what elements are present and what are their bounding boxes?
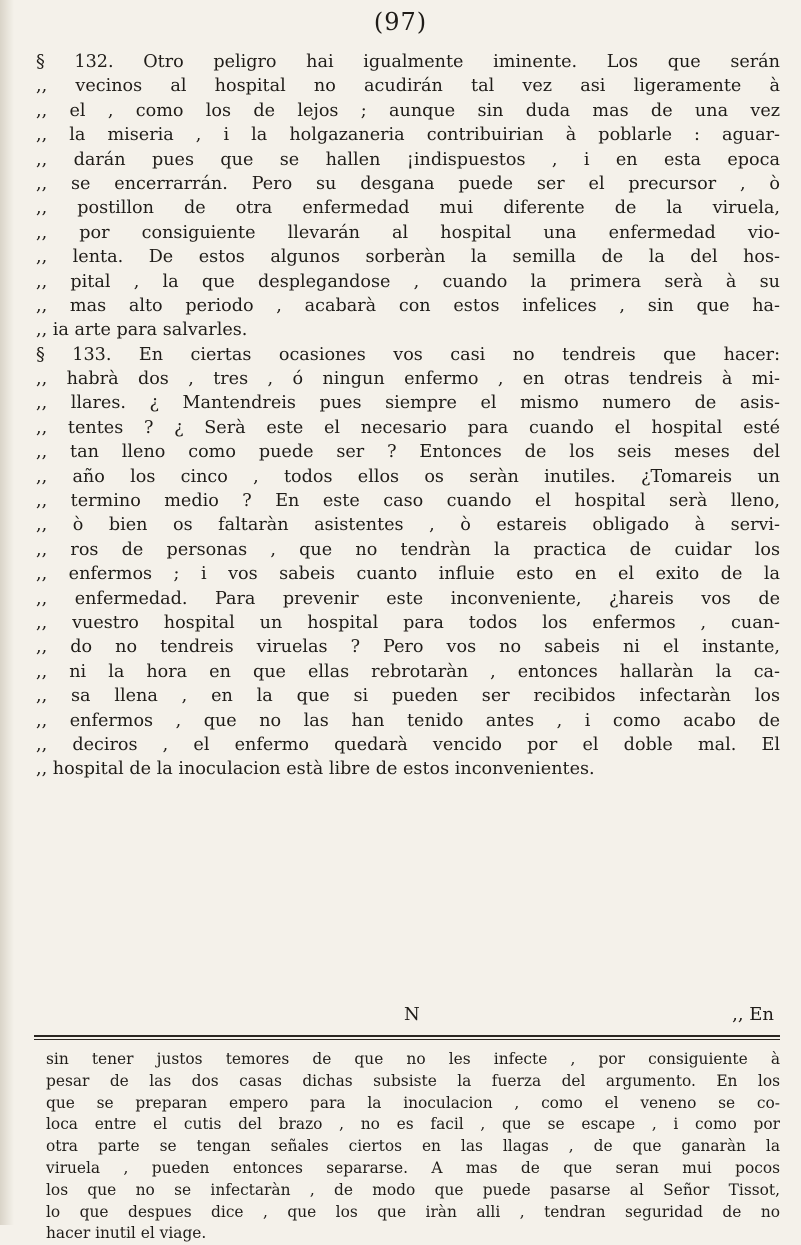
text-line: ,, ni la hora en que ellas rebrotaràn , entonces hallaràn la ca-: [36, 661, 780, 682]
text-line: ,, año los cinco , todos ellos os seràn inutiles. ¿Tomareis un: [36, 466, 780, 487]
text-line: ,, lenta. De estos algunos sorberàn la semilla de la del hos-: [36, 247, 780, 268]
text-line: ,, el , como los de lejos ; aunque sin duda mas de una vez: [36, 100, 780, 121]
catchword: ,, En: [732, 1004, 774, 1025]
text-line: § 133. En ciertas ocasiones vos casi no tendreis que hacer:: [36, 344, 780, 365]
text-line: ,, se encerrarrán. Pero su desgana puede ser el precursor , ò: [36, 173, 780, 194]
text-line: ,, enfermos , que no las han tenido antes , i como acabo de: [36, 710, 780, 731]
text-line: ,, vuestro hospital un hospital para todos los enfermos , cuan-: [36, 612, 780, 633]
footnote-line: que se preparan empero para la inoculacion , como el veneno se co-: [46, 1093, 780, 1112]
footnote-line: los que no se infectaràn , de modo que puede pasarse al Señor Tissot,: [46, 1180, 780, 1199]
footnote-line: sin tener justos temores de que no les infecte , por consiguiente à: [46, 1050, 780, 1068]
text-line: ,, deciros , el enfermo quedarà vencido por el doble mal. El: [36, 734, 780, 755]
text-line: ,, pital , la que desplegandose , cuando la primera serà à su: [36, 271, 780, 292]
text-line: ,, habrà dos , tres , ó ningun enfermo , en otras tendreis à mi-: [36, 369, 780, 390]
text-line: § 132. Otro peligro hai igualmente iminente. Los que serán: [36, 52, 780, 72]
text-line: ,, ia arte para salvarles.: [36, 320, 248, 341]
footnote: [46, 1049, 780, 1245]
footnote-line: viruela , pueden entonces separarse. A mas de que seran mui pocos: [46, 1158, 780, 1177]
text-line: ,, postillon de otra enfermedad mui diferente de la viruela,: [36, 198, 780, 219]
text-line: ,, ros de personas , que no tendràn la practica de cuidar los: [36, 539, 780, 560]
text-line: ,, llares. ¿ Mantendreis pues siempre el mismo numero de asis-: [36, 393, 780, 414]
text-line: ,, termino medio ? En este caso cuando el hospital serà lleno,: [36, 491, 780, 512]
text-line: ,, vecinos al hospital no acudirán tal vez asi ligeramente à: [36, 76, 780, 97]
footnote-line: lo que despues dice , que los que iràn alli , tendran seguridad de no: [46, 1202, 780, 1221]
text-line: ,, hospital de la inoculacion està libre de estos inconvenientes.: [36, 759, 595, 780]
signature-row: [36, 1004, 780, 1030]
text-line: ,, enfermedad. Para prevenir este inconveniente, ¿hareis vos de: [36, 588, 780, 609]
text-line: ,, ò bien os faltaràn asistentes , ò estareis obligado à servi-: [36, 515, 780, 536]
footnote-line: hacer inutil el viage.: [46, 1224, 207, 1243]
footnote-rule: [34, 1035, 780, 1037]
main-text: [36, 50, 780, 782]
footnote-line: otra parte se tengan señales ciertos en las llagas , de que ganaràn la: [46, 1137, 780, 1156]
footnote-line: loca entre el cutis del brazo , no es facil , que se escape , i como por: [46, 1115, 780, 1134]
binding-shadow: [0, 0, 14, 1225]
text-line: ,, por consiguiente llevarán al hospital una enfermedad vio-: [36, 222, 780, 243]
page-number: (97): [373, 8, 428, 36]
text-line: ,, sa llena , en la que si pueden ser recibidos infectaràn los: [36, 686, 780, 707]
text-line: ,, tentes ? ¿ Serà este el necesario para cuando el hospital esté: [36, 417, 780, 438]
text-line: ,, tan lleno como puede ser ? Entonces de los seis meses del: [36, 442, 780, 463]
text-line: ,, la miseria , i la holgazaneria contribuirian à poblarle : aguar-: [36, 125, 780, 146]
text-line: ,, mas alto periodo , acabarà con estos infelices , sin que ha-: [36, 295, 780, 316]
footnote-line: pesar de las dos casas dichas subsiste la fuerza del argumento. En los: [46, 1071, 780, 1090]
text-line: ,, enfermos ; i vos sabeis cuanto influie esto en el exito de la: [36, 564, 780, 585]
footnote-rule-thin: [34, 1039, 780, 1040]
signature-mark: N: [404, 1004, 420, 1025]
text-line: ,, darán pues que se hallen ¡indispuestos , i en esta epoca: [36, 149, 780, 170]
text-line: ,, do no tendreis viruelas ? Pero vos no sabeis ni el instante,: [36, 637, 780, 658]
